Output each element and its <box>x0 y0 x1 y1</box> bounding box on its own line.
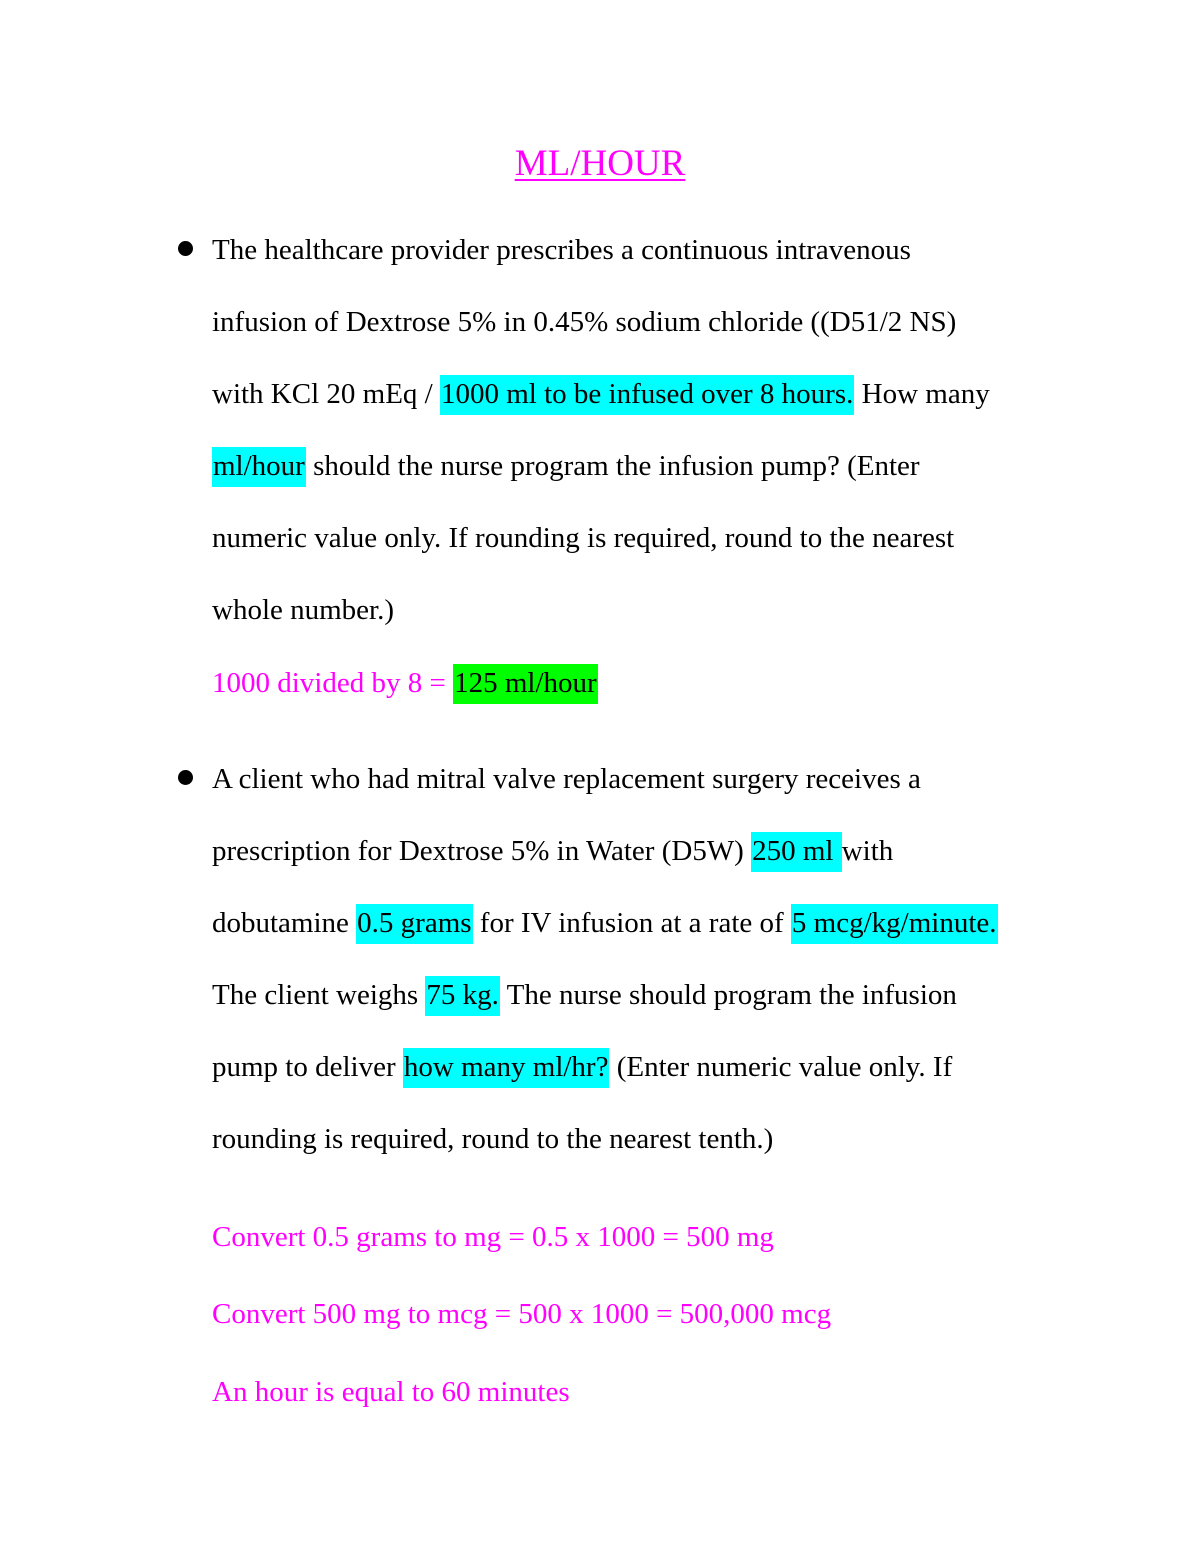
q2-line-2 <box>212 815 1092 887</box>
q2-line-2-text-b: with <box>841 835 894 867</box>
bullet-icon <box>178 770 193 785</box>
q2-line-6: rounding is required, round to the nearest tenth.) <box>212 1123 774 1155</box>
q1-line-3 <box>212 358 1092 430</box>
question-1 <box>212 214 1092 646</box>
q1-unit-highlight: ml/hour <box>212 447 306 487</box>
q2-line-1: A client who had mitral valve replacement surgery receives a <box>212 763 921 795</box>
q2-line-5-text-a: pump to deliver <box>212 1051 403 1083</box>
q2-weight-highlight: 75 kg. <box>425 976 500 1016</box>
q1-line-4 <box>212 430 1092 502</box>
q2-line-4-text-a: The client weighs <box>212 979 426 1011</box>
q2-dose-highlight: 0.5 grams <box>356 904 472 944</box>
q2-volume-highlight: 250 ml <box>751 832 842 872</box>
q1-line-3-text-a: with KCl 20 mEq / <box>212 378 440 410</box>
q2-step-2: Convert 500 mg to mcg = 500 x 1000 = 500,000 mcg <box>212 1298 832 1330</box>
q2-line-3 <box>212 887 1092 959</box>
q1-line-2: infusion of Dextrose 5% in 0.45% sodium chloride ((D51/2 NS) <box>212 306 957 338</box>
question-2 <box>212 743 1092 1175</box>
q2-step-1: Convert 0.5 grams to mg = 0.5 x 1000 = 500 mg <box>212 1221 774 1253</box>
q1-line-3-text-b: How many <box>854 378 990 410</box>
q2-line-4 <box>212 959 1092 1031</box>
q2-rate-highlight: 5 mcg/kg/minute. <box>791 904 998 944</box>
q1-answer-text: 1000 divided by 8 = <box>212 667 454 699</box>
q1-line-6: whole number.) <box>212 594 395 626</box>
q1-line-1: The healthcare provider prescribes a continuous intravenous <box>212 234 911 266</box>
q2-line-3-text-b: for IV infusion at a rate of <box>472 907 791 939</box>
q2-line-5-text-b: (Enter numeric value only. If <box>609 1051 953 1083</box>
page-title: ML/HOUR <box>514 143 686 184</box>
q2-line-2-text-a: prescription for Dextrose 5% in Water (D5W) <box>212 835 752 867</box>
q2-question-highlight: how many ml/hr? <box>403 1048 610 1088</box>
q1-line-5: numeric value only. If rounding is required, round to the nearest <box>212 522 955 554</box>
q2-line-5 <box>212 1031 1092 1103</box>
q2-line-4-text-b: The nurse should program the infusion <box>499 979 957 1011</box>
q1-line-4-text-b: should the nurse program the infusion pump? (Enter <box>305 450 920 482</box>
q1-answer-value: 125 ml/hour <box>453 664 598 704</box>
q2-step-3: An hour is equal to 60 minutes <box>212 1376 570 1408</box>
q2-line-3-text-a: dobutamine <box>212 907 357 939</box>
q1-answer <box>212 663 598 703</box>
q1-volume-time-highlight: 1000 ml to be infused over 8 hours. <box>440 375 854 415</box>
bullet-icon <box>178 241 193 256</box>
